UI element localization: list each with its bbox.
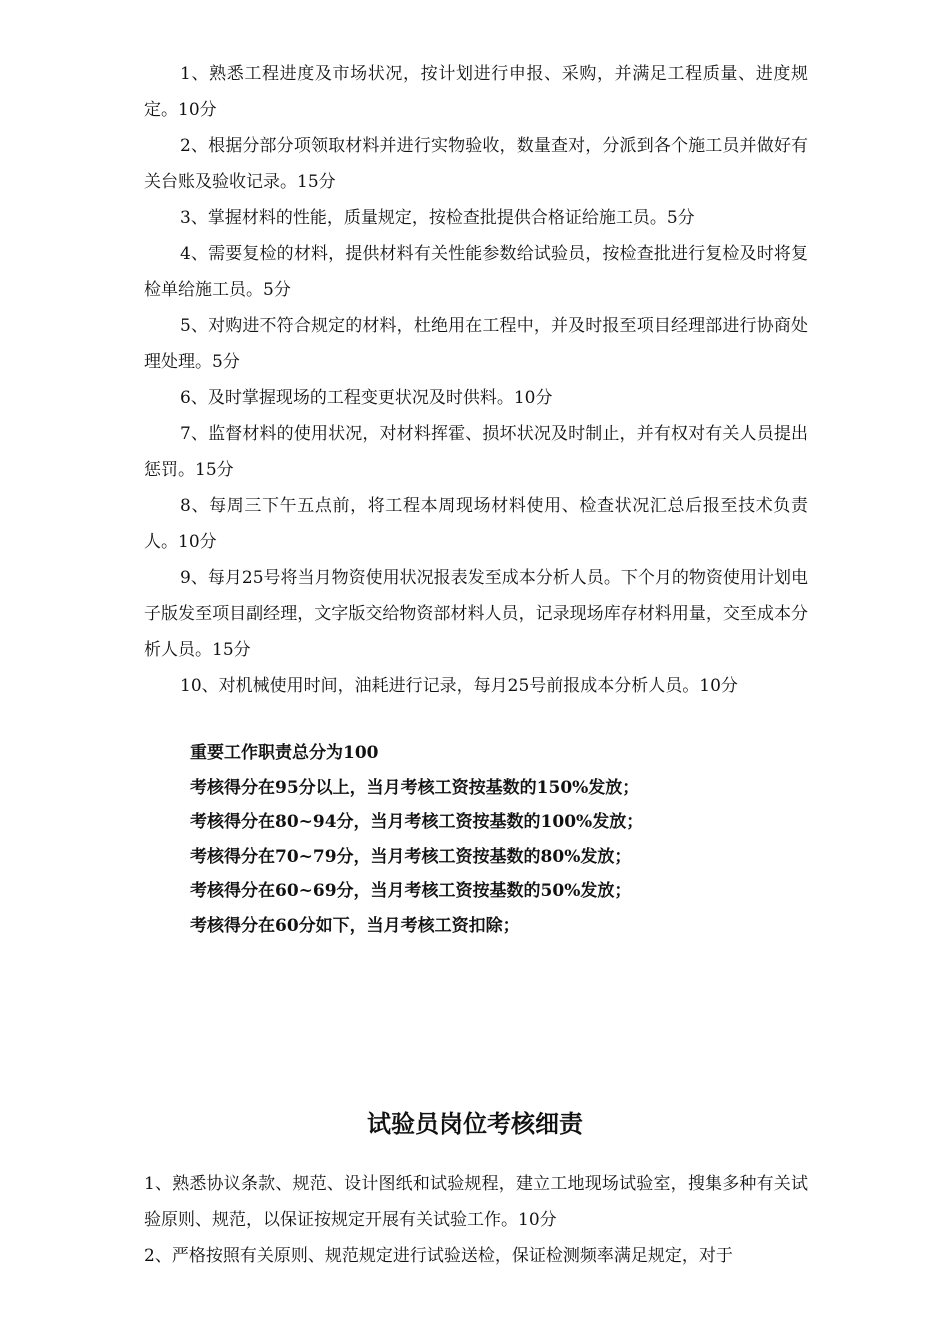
duty-item-7: 7、监督材料的使用状况，对材料挥霍、损坏状况及时制止，并有权对有关人员提出惩罚。15分 [144,424,808,480]
tester-duty-item-2: 2、严格按照有关原则、规范规定进行试验送检，保证检测频率满足规定，对于 [144,1246,733,1266]
summary-rule-80: 考核得分在80~94分，当月考核工资按基数的100%发放； [190,812,644,832]
duty-item-10: 10、对机械使用时间，油耗进行记录，每月25号前报成本分析人员。10分 [180,676,738,696]
duty-item-6: 6、及时掌握现场的工程变更状况及时供料。10分 [180,388,553,408]
duty-item-2: 2、根据分部分项领取材料并进行实物验收，数量查对，分派到各个施工员并做好有关台账及验收记录。15分 [144,136,808,192]
duty-item-9: 9、每月25号将当月物资使用状况报表发至成本分析人员。下个月的物资使用计划电子版发至项目副经理，文字版交给物资部材料人员，记录现场库存材料用量，交至成本分析人员。15分 [144,568,808,660]
duty-item-4: 4、需要复检的材料，提供材料有关性能参数给试验员，按检查批进行复检及时将复检单给施工员。5分 [144,244,808,300]
duty-item-5: 5、对购进不符合规定的材料，杜绝用在工程中，并及时报至项目经理部进行协商处理处理。5分 [144,316,808,372]
tester-duties-list [144,1166,808,1274]
tester-duty-item-1: 1、熟悉协议条款、规范、设计图纸和试验规程，建立工地现场试验室，搜集多种有关试验原则、规范，以保证按规定开展有关试验工作。10分 [144,1174,808,1230]
summary-rule-below-60: 考核得分在60分如下，当月考核工资扣除； [190,915,520,936]
duty-item-1: 1、熟悉工程进度及市场状况，按计划进行申报、采购，并满足工程质量、进度规定。10分 [144,64,808,120]
duty-item-3: 3、掌握材料的性能，质量规定，按检查批提供合格证给施工员。5分 [180,208,695,228]
score-summary [190,736,810,943]
section-title: 试验员岗位考核细责 [367,1109,583,1138]
summary-total: 重要工作职责总分为100 [190,743,379,763]
summary-rule-60: 考核得分在60~69分，当月考核工资按基数的50%发放； [190,881,632,901]
summary-rule-95: 考核得分在95分以上，当月考核工资按基数的150%发放； [190,777,640,798]
summary-rule-70: 考核得分在70~79分，当月考核工资按基数的80%发放； [190,846,632,867]
duty-item-8: 8、每周三下午五点前，将工程本周现场材料使用、检查状况汇总后报至技术负责人。10分 [144,496,808,552]
material-duties-list [144,56,808,704]
